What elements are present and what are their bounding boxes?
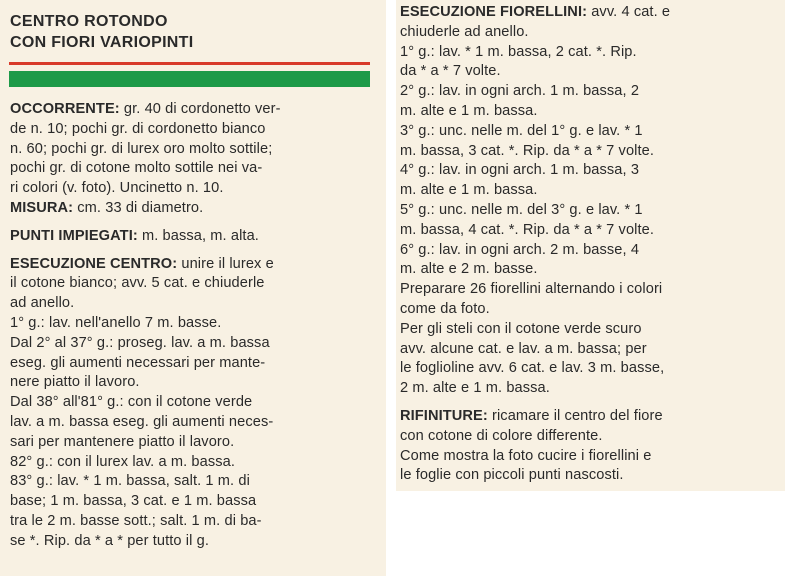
right-text	[400, 3, 670, 486]
rifiniture-label: RIFINITURE:	[400, 407, 488, 424]
title-line-2: CON FIORI VARIOPINTI	[10, 34, 194, 51]
fiorellini-line: 1° g.: lav. * 1 m. bassa, 2 cat. *. Rip.	[400, 43, 637, 60]
centro-line: Dal 38° all'81° g.: con il cotone verde	[10, 394, 253, 411]
fiorellini-line: 2 m. alte e 1 m. bassa.	[400, 380, 550, 397]
centro-line: 83° g.: lav. * 1 m. bassa, salt. 1 m. di	[10, 473, 250, 490]
occorrente-label: OCCORRENTE:	[10, 101, 120, 117]
fiorellini-line: le foglioline avv. 6 cat. e lav. 3 m. basse,	[400, 360, 665, 377]
occorrente-line: OCCORRENTE: gr. 40 di cordonetto ver-	[10, 101, 281, 117]
centro-line: lav. a m. bassa eseg. gli aumenti neces-	[10, 413, 274, 430]
centro-line: base; 1 m. bassa, 3 cat. e 1 m. bassa	[10, 493, 257, 510]
fiorellini-line: chiuderle ad anello.	[400, 23, 529, 40]
punti-label: PUNTI IMPIEGATI:	[10, 227, 138, 244]
centro-line: 82° g.: con il lurex lav. a m. bassa.	[10, 453, 236, 470]
centro-line: Dal 2° al 37° g.: proseg. lav. a m. bassa	[10, 334, 270, 351]
fiorellini-line: ESECUZIONE FIORELLINI: avv. 4 cat. e	[400, 4, 671, 20]
fiorellini-line: m. alte e 1 m. bassa.	[400, 182, 538, 199]
fiorellini-line: m. bassa, 3 cat. *. Rip. da * a * 7 volte.	[400, 142, 655, 159]
misura-label: MISURA:	[10, 199, 74, 216]
fiorellini-line: 5° g.: unc. nelle m. del 3° g. e lav. * 1	[400, 201, 643, 218]
centro-line: se *. Rip. da * a * per tutto il g.	[10, 532, 209, 549]
occorrente-line: pochi gr. di cotone molto sottile nei va-	[10, 160, 263, 177]
rifiniture-line: le foglie con piccoli punti nascosti.	[400, 467, 624, 484]
page-title	[10, 11, 193, 53]
fiorellini-line: da * a * 7 volte.	[400, 63, 501, 80]
centro-line: nere piatto il lavoro.	[10, 374, 140, 391]
left-text	[10, 100, 281, 552]
fiorellini-line: Per gli steli con il cotone verde scuro	[400, 320, 642, 337]
fiorellini-line: m. alte e 1 m. bassa.	[400, 102, 538, 119]
fiorellini-line: m. bassa, 4 cat. *. Rip. da * a * 7 volte.	[400, 221, 655, 238]
centro-line: ESECUZIONE CENTRO: unire il lurex e	[10, 255, 274, 272]
left-column	[0, 0, 386, 576]
occorrente-line: de n. 10; pochi gr. di cordonetto bianco	[10, 120, 266, 137]
fiorellini-line: 3° g.: unc. nelle m. del 1° g. e lav. * 1	[400, 122, 643, 139]
rifiniture-line: Come mostra la foto cucire i fiorellini e	[400, 447, 652, 464]
rifiniture-line: con cotone di colore differente.	[400, 427, 603, 444]
fiorellini-line: 4° g.: lav. in ogni arch. 1 m. bassa, 3	[400, 162, 640, 179]
fiorellini-line: 2° g.: lav. in ogni arch. 1 m. bassa, 2	[400, 83, 640, 100]
centro-line: eseg. gli aumenti necessari per mante-	[10, 354, 266, 371]
green-stripe	[9, 71, 370, 87]
misura-line: MISURA: cm. 33 di diametro.	[10, 199, 204, 216]
fiorellini-line: 6° g.: lav. in ogni arch. 2 m. basse, 4	[400, 241, 640, 258]
centro-line: tra le 2 m. basse sott.; salt. 1 m. di ba-	[10, 512, 262, 529]
punti-line: PUNTI IMPIEGATI: m. bassa, m. alta.	[10, 227, 259, 244]
centro-label: ESECUZIONE CENTRO:	[10, 255, 178, 272]
fiorellini-line: come da foto.	[400, 300, 490, 317]
centro-line: 1° g.: lav. nell'anello 7 m. basse.	[10, 314, 222, 331]
centro-line: il cotone bianco; avv. 5 cat. e chiuderle	[10, 275, 265, 292]
fiorellini-label: ESECUZIONE FIORELLINI:	[400, 4, 588, 20]
fiorellini-line: avv. alcune cat. e lav. a m. bassa; per	[400, 340, 647, 357]
fiorellini-line: m. alte e 2 m. basse.	[400, 261, 538, 278]
fiorellini-line: Preparare 26 fiorellini alternando i colori	[400, 281, 663, 298]
occorrente-line: ri colori (v. foto). Uncinetto n. 10.	[10, 180, 224, 197]
rifiniture-line: RIFINITURE: ricamare il centro del fiore	[400, 407, 663, 424]
centro-line: sari per mantenere piatto il lavoro.	[10, 433, 235, 450]
title-line-1: CENTRO ROTONDO	[10, 13, 168, 30]
right-column	[396, 0, 785, 491]
occorrente-line: n. 60; pochi gr. di lurex oro molto sottile;	[10, 140, 273, 157]
color-stripes	[9, 62, 370, 87]
centro-line: ad anello.	[10, 295, 75, 312]
